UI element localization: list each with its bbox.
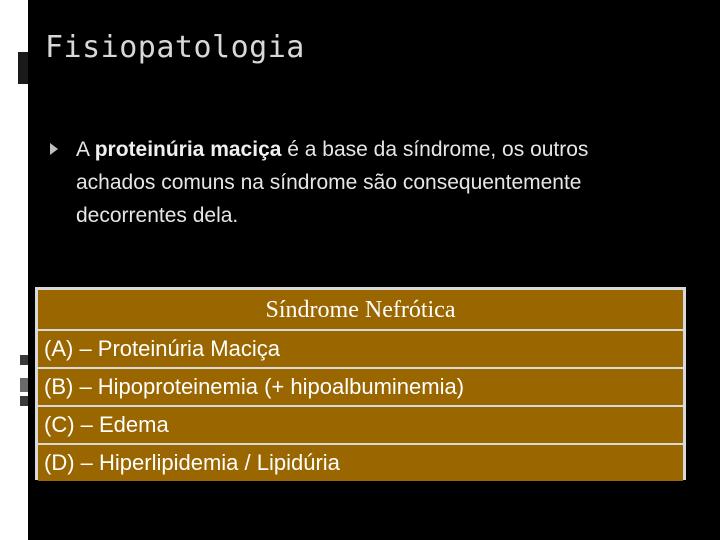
table-row: (C) – Edema xyxy=(38,407,683,443)
table-header: Síndrome Nefrótica xyxy=(38,290,683,329)
bullet-prefix: A xyxy=(76,138,95,161)
bullet-bold-term: proteinúria maciça xyxy=(94,138,282,161)
table-row: (D) – Hiperlipidemia / Lipidúria xyxy=(38,445,683,481)
table-row: (A) – Proteinúria Maciça xyxy=(38,331,683,367)
bullet-suffix: é a base da síndrome, os outros achados comuns na síndrome são consequentemente decorrentes dela. xyxy=(76,138,589,227)
stripe-accent-block xyxy=(18,52,28,84)
slide-title: Fisiopatologia xyxy=(45,30,305,65)
bullet-item xyxy=(50,133,670,232)
bullet-text xyxy=(76,133,670,232)
stripe-accent-block xyxy=(20,396,28,406)
syndrome-table xyxy=(35,287,686,480)
stripe-accent-block xyxy=(20,355,28,365)
stripe-accent-block xyxy=(20,378,28,392)
table-row: (B) – Hipoproteinemia (+ hipoalbuminemia) xyxy=(38,369,683,405)
left-decorative-stripe xyxy=(0,0,28,540)
slide-canvas xyxy=(28,0,720,540)
triangle-bullet-icon xyxy=(50,143,58,155)
